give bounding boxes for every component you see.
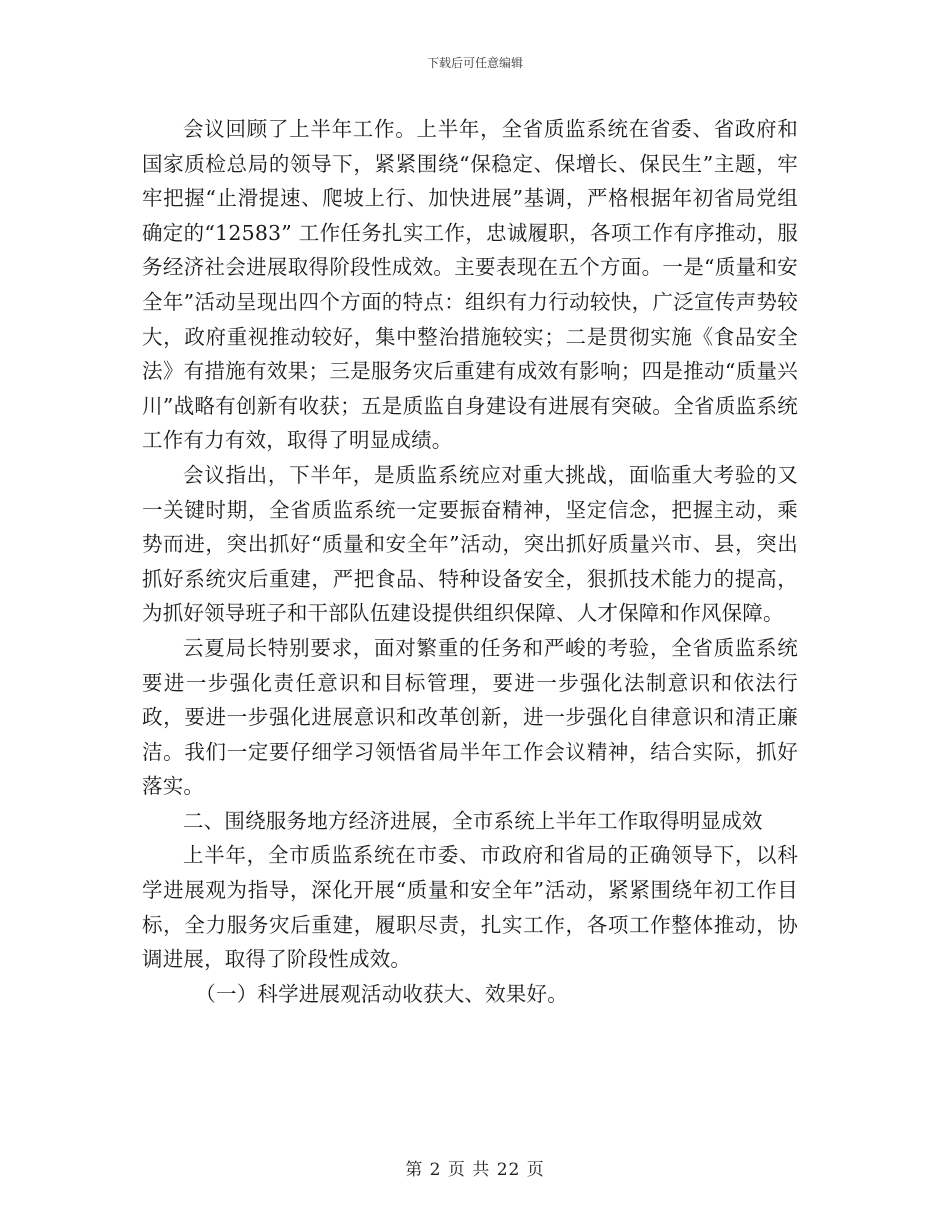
paragraph-director-requirements: 云夏局长特别要求，面对繁重的任务和严峻的考验，全省质监系统要进一步强化责任意识和目标管理，要进一步强化法制意识和依法行政，要进一步强化进展意识和改革创新，进一步强化自律意识和清正廉洁。我们一定要仔细学习领悟省局半年工作会议精神，结合实际，抓好落实。 — [142, 635, 798, 799]
paragraph-meeting-points: 会议指出，下半年，是质监系统应对重大挑战，面临重大考验的又一关键时期，全省质监系统一定要振奋精神，坚定信念，把握主动，乘势而进，突出抓好“质量和安全年”活动，突出抓好质量兴市、县，突出抓好系统灾后重建，严把食品、特种设备安全，狠抓技术能力的提高，为抓好领导班子和干部队伍建设提供组织保障、人才保障和作风保障。 — [142, 462, 798, 626]
document-body — [142, 112, 798, 1011]
page-number-footer: 第 2 页 共 22 页 — [405, 1160, 545, 1180]
paragraph-city-first-half: 上半年，全市质监系统在市委、市政府和省局的正确领导下，以科学进展观为指导，深化开展“质量和安全年”活动，紧紧围绕年初工作目标，全力服务灾后重建，履职尽责，扎实工作，各项工作整体推动，协调进展，取得了阶段性成效。 — [142, 843, 798, 972]
page-header: 下载后可任意编辑 — [426, 56, 523, 70]
paragraph-meeting-review: 会议回顾了上半年工作。上半年，全省质监系统在省委、省政府和国家质检总局的领导下，紧紧围绕“保稳定、保增长、保民生”主题，牢牢把握“止滑提速、爬坡上行、加快进展”基调，严格根据年初省局党组确定的“12583” 工作任务扎实工作，忠诚履职，各项工作有序推动，服务经济社会进展取得阶段性成效。主要表现在五个方面。一是“质量和安全年”活动呈现出四个方面的特点：组织有力行动较快，广泛宣传声势较大，政府重视推动较好，集中整治措施较实；二是贯彻实施《食品安全法》有措施有效果；三是服务灾后重建有成效有影响；四是推动“质量兴川”战略有创新有收获；五是质监自身建设有进展有突破。全省质监系统工作有力有效，取得了明显成绩。 — [142, 117, 798, 453]
sub-heading-one: （一）科学进展观活动收获大、效果好。 — [195, 981, 568, 1006]
section-heading-two: 二、围绕服务地方经济进展，全市系统上半年工作取得明显成效 — [183, 808, 763, 833]
